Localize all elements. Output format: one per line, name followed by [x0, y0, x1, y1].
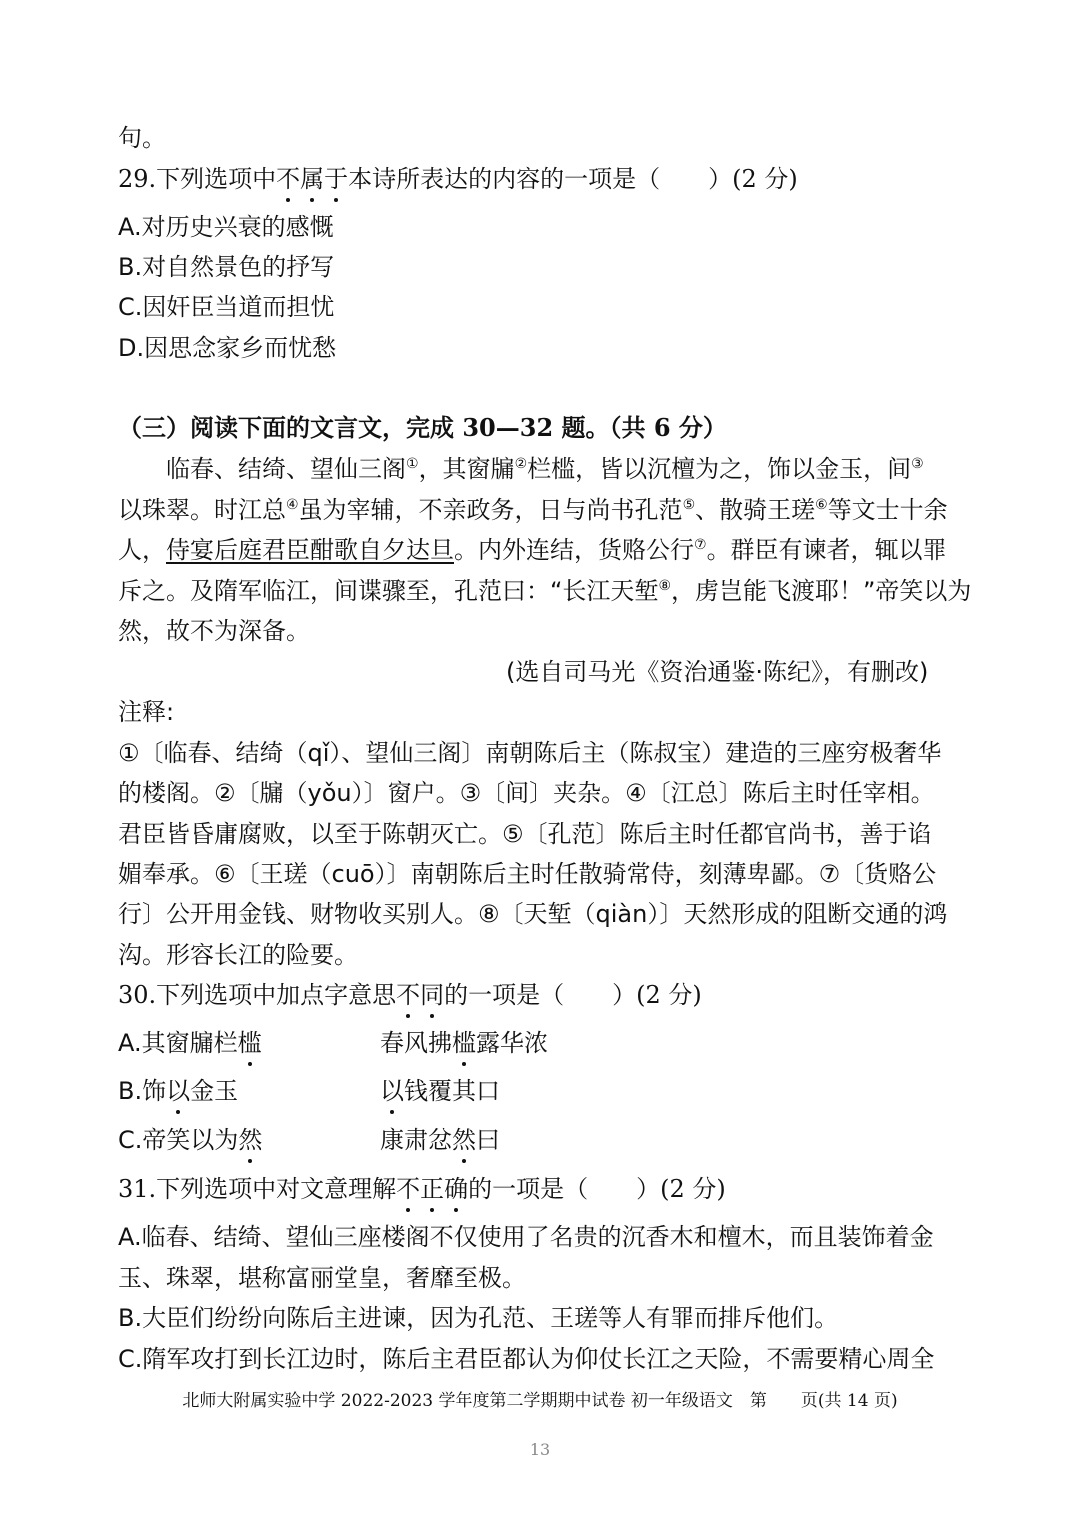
- emphasis-char: 不: [396, 981, 421, 1009]
- heading-range: 30—32: [462, 413, 554, 442]
- note-ref: ①: [406, 456, 419, 472]
- option-text: 金玉: [190, 1077, 239, 1105]
- option-text: 康肃忿: [380, 1126, 452, 1154]
- option-d: D.因思念家乡而忧愁: [118, 334, 337, 362]
- emphasis-char: 以: [166, 1077, 191, 1105]
- option-compare: [380, 1027, 548, 1059]
- stem-text: 的一项是（ ）: [468, 1175, 661, 1203]
- score: (2 分): [660, 1175, 726, 1203]
- option-c: C.因奸臣当道而担忧: [118, 293, 335, 321]
- passage-line: [118, 494, 948, 526]
- note-ref: ③: [911, 456, 924, 472]
- option-text: 春风拂: [380, 1029, 452, 1057]
- stem-text: 下列选项中对文意理解: [156, 1175, 397, 1203]
- emphasis-char: 属: [300, 165, 325, 193]
- note-ref: ⑤: [682, 497, 696, 513]
- question-number: 29.: [118, 165, 157, 193]
- option-line: C.隋军攻打到长江边时，陈后主君臣都认为仰仗长江之天险，不需要精心周全: [118, 1345, 935, 1373]
- passage-text: ，虏岂能飞渡耶！”帝笑以为: [671, 577, 972, 605]
- note-line: 媚奉承。⑥〔王瑳（cuō）〕南朝陈后主时任散骑常侍，刻薄卑鄙。⑦〔货赂公: [118, 860, 937, 888]
- question-number: 31.: [118, 1175, 157, 1203]
- stem-text: 下列选项中: [156, 165, 277, 193]
- passage-text: 人，: [118, 536, 166, 564]
- passage-text: 栏槛，皆以沉檀为之，饰以金玉，间: [527, 455, 912, 483]
- passage-text: 虽为宰辅，不亲政务，日与尚书孔范: [298, 496, 683, 524]
- note-line: 沟。形容长江的险要。: [118, 941, 358, 969]
- emphasis-char: 正: [420, 1175, 445, 1203]
- passage-source: (选自司马光《资治通鉴·陈纪》，有删改): [506, 658, 929, 686]
- note-ref: ④: [286, 497, 299, 513]
- emphasis-char: 不: [396, 1175, 421, 1203]
- emphasis-char: 槛: [237, 1029, 262, 1057]
- stem-text: 的一项是（ ）: [444, 981, 637, 1009]
- section-heading: [118, 412, 727, 444]
- question-28-tail: 句。: [118, 124, 166, 152]
- option-a: A.对历史兴衰的感慨: [118, 213, 334, 241]
- passage-text: 临春、结绮、望仙三阁: [166, 455, 406, 483]
- option-compare: [380, 1124, 500, 1156]
- note-line: 的楼阁。②〔牖（yǒu）〕窗户。③〔间〕夹杂。④〔江总〕陈后主时任宰相。: [118, 779, 935, 807]
- passage-text: 斥之。及隋军临江，间谍骤至，孔范曰：“长江天堑: [118, 577, 659, 605]
- passage-line: [166, 453, 924, 485]
- stem-text: 下列选项中加点字意思: [156, 981, 397, 1009]
- underlined-sentence: 侍宴后庭君臣酣歌自夕达旦: [166, 536, 454, 564]
- option-text: 钱覆其口: [404, 1077, 500, 1105]
- passage-text: 、散骑王瑳: [695, 496, 816, 524]
- notes-title: 注释:: [118, 698, 175, 726]
- question-29-stem: [118, 163, 798, 195]
- option-text: A.其窗牖栏: [118, 1029, 238, 1057]
- page-number: 13: [529, 1440, 551, 1459]
- note-line: 行〕公开用金钱、财物收买别人。⑧〔天堑（qiàn）〕天然形成的阻断交通的鸿: [118, 900, 948, 928]
- emphasis-char: 于: [324, 165, 349, 193]
- heading-text: 分）: [670, 414, 727, 442]
- passage-line: [118, 575, 971, 607]
- note-line: ①〔临春、结绮（qǐ）、望仙三阁〕南朝陈后主（陈叔宝）建造的三座穷极奢华: [118, 739, 942, 767]
- emphasis-char: 槛: [452, 1029, 476, 1057]
- question-number: 30.: [118, 981, 157, 1009]
- option-text: 露华浓: [476, 1029, 548, 1057]
- emphasis-char: 以: [380, 1077, 404, 1105]
- emphasis-char: 然: [238, 1126, 263, 1154]
- note-ref: ⑥: [815, 497, 828, 513]
- option-text: C.帝笑以为: [118, 1126, 239, 1154]
- note-ref: ⑦: [694, 537, 707, 553]
- heading-text: 题。（共: [553, 414, 654, 442]
- passage-text: 以珠翠。时江总: [118, 496, 286, 524]
- passage-line: [118, 534, 947, 566]
- heading-text: （三）阅读下面的文言文，完成: [118, 414, 463, 442]
- stem-text: 本诗所表达的内容的一项是（ ）: [348, 165, 733, 193]
- question-31-stem: [118, 1173, 726, 1205]
- passage-text: 等文士十余: [827, 496, 948, 524]
- score: (2 分): [732, 165, 798, 193]
- score: (2 分): [636, 981, 702, 1009]
- emphasis-char: 然: [452, 1126, 476, 1154]
- passage-text: 。群臣有谏者，辄以罪: [706, 536, 947, 564]
- note-ref: ②: [514, 456, 528, 472]
- passage-text: ，其窗牖: [418, 455, 515, 483]
- option-line: A.临春、结绮、望仙三座楼阁不仅使用了名贵的沉香木和檀木，而且装饰着金: [118, 1223, 934, 1251]
- option-row-a: [118, 1027, 1018, 1059]
- option-compare: [380, 1075, 500, 1107]
- question-30-stem: [118, 979, 702, 1011]
- option-line: 玉、珠翠，堪称富丽堂皇，奢靡至极。: [118, 1264, 526, 1292]
- option-text: 曰: [476, 1126, 500, 1154]
- option-row-c: [118, 1124, 1018, 1156]
- passage-line: 然，故不为深备。: [118, 617, 310, 645]
- passage-text: 。内外连结，货赂公行: [454, 536, 694, 564]
- option-line: B.大臣们纷纷向陈后主进谏，因为孔范、王瑳等人有罪而排斥他们。: [118, 1304, 839, 1332]
- option-row-b: [118, 1075, 1018, 1107]
- emphasis-char: 同: [420, 981, 445, 1009]
- option-b: B.对自然景色的抒写: [118, 253, 335, 281]
- emphasis-char: 不: [276, 165, 301, 193]
- heading-points: 6: [653, 413, 671, 442]
- note-line: 君臣皆昏庸腐败，以至于陈朝灭亡。⑤〔孔范〕陈后主时任都官尚书，善于谄: [118, 820, 932, 848]
- page-footer: 北师大附属实验中学 2022-2023 学年度第二学期期中试卷 初一年级语文 第 页(共 14 页): [182, 1391, 898, 1411]
- note-ref: ⑧: [658, 578, 671, 594]
- option-text: B.饰: [118, 1077, 167, 1105]
- emphasis-char: 确: [444, 1175, 469, 1203]
